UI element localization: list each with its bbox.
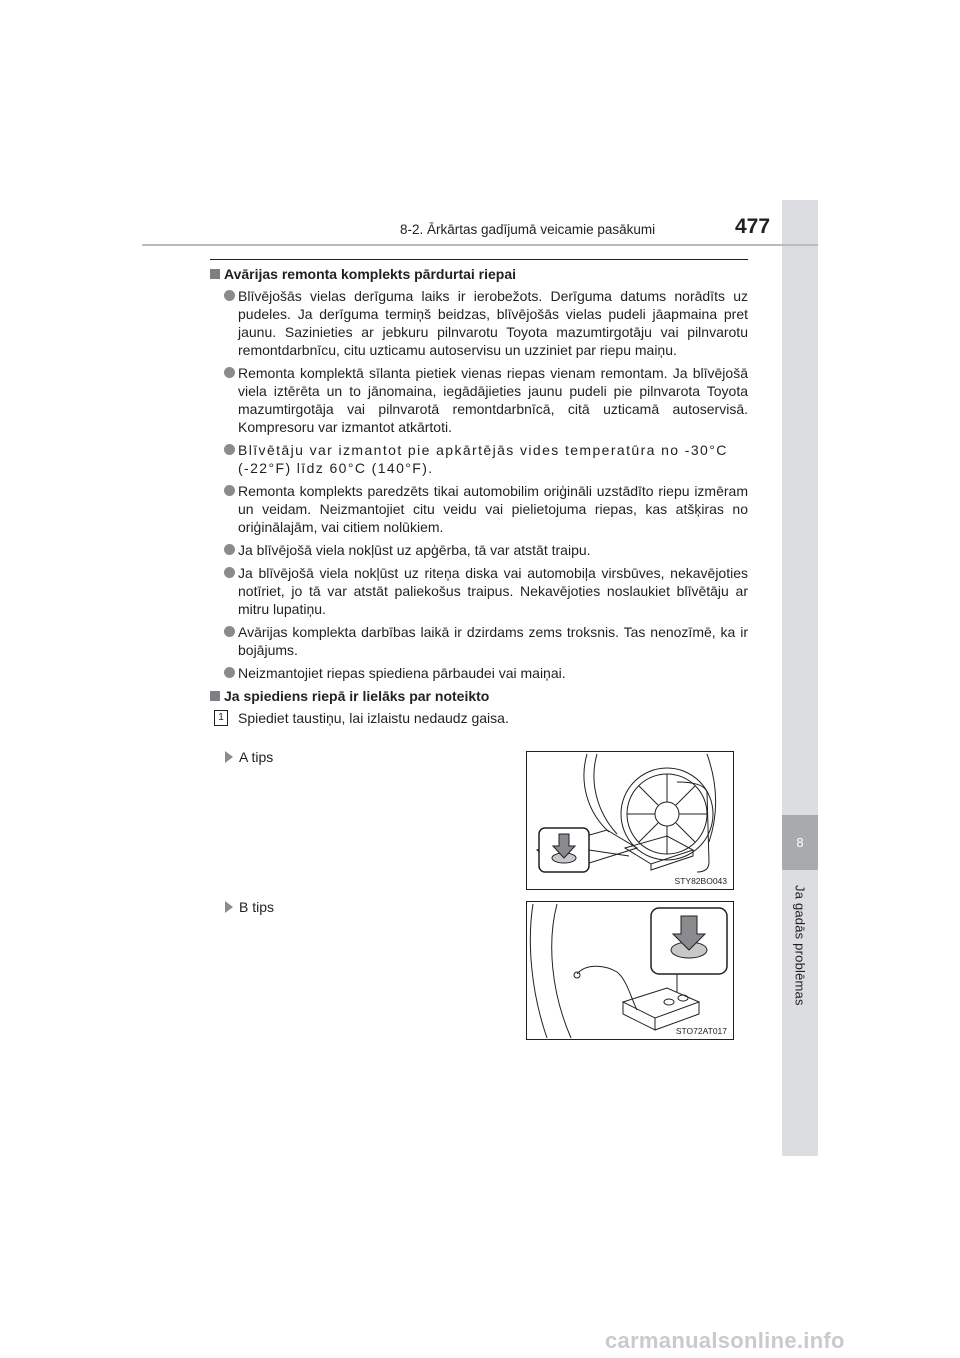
figure-b-compressor-illustration xyxy=(526,901,734,1040)
section-heading-repair-kit: Avārijas remonta komplekts pārdurtai riepai xyxy=(210,265,748,283)
header-rule xyxy=(142,244,818,246)
tip-label-b: B tips xyxy=(225,899,274,915)
section-square-icon xyxy=(210,691,220,701)
bullet-dot-icon xyxy=(224,290,235,301)
bullet-item: Ja blīvējošā viela nokļūst uz riteņa diska vai automobiļa virsbūves, nekavējoties notīriet, jo tā var atstāt paliekošus traipus. Nekavējoties noslaukiet blīvētāju ar mitru lupatiņu. xyxy=(210,564,748,618)
bullet-dot-icon xyxy=(224,444,235,455)
section-square-icon xyxy=(210,269,220,279)
triangle-pointer-icon xyxy=(225,751,233,763)
bullet-dot-icon xyxy=(224,626,235,637)
chapter-title xyxy=(784,880,816,1010)
bullet-item: Remonta komplekts paredzēts tikai automobilim oriģināli uzstādīto riepu izmēram un veidam. Neizmantojiet citu veidu vai pielietojuma riepas, kas atšķiras no oriģinālajām, vai citiem nolūkiem. xyxy=(210,482,748,536)
figure-b-drawing xyxy=(527,902,733,1039)
figure-b-code: STO72AT017 xyxy=(675,1026,727,1036)
step-text: Spiediet taustiņu, lai izlaistu nedaudz gaisa. xyxy=(238,710,509,726)
header-section-title: 8-2. Ārkārtas gadījumā veicamie pasākumi xyxy=(400,222,656,237)
figure-a-drawing xyxy=(527,752,733,889)
bullet-item: Blīvētāju var izmantot pie apkārtējās vides temperatūra no -30°C (-22°F) līdz 60°C (140°F). xyxy=(210,441,748,477)
bullet-dot-icon xyxy=(224,367,235,378)
chapter-title-label: Ja gadās problēmas xyxy=(792,884,808,1006)
bullet-item: Blīvējošās vielas derīguma laiks ir ierobežots. Derīguma datums norādīts uz pudeles. Ja derīguma termiņš beidzas, blīvējošās vielas pudeli jāapmaina pret jaunu. Sazinieties ar jebkuru pilnvarotu Toyota mazumtirgotāju vai pilnvarotu remontdarbnīcu, citu uzticamu autoservisu un uzziniet par riepu maiņu. xyxy=(210,287,748,359)
bullet-dot-icon xyxy=(224,544,235,555)
content-top-rule xyxy=(210,259,748,260)
bullet-item: Ja blīvējošā viela nokļūst uz apģērba, tā var atstāt traipu. xyxy=(210,541,748,559)
step-item xyxy=(210,709,748,727)
chapter-number: 8 xyxy=(782,815,818,870)
triangle-pointer-icon xyxy=(225,901,233,913)
bullet-dot-icon xyxy=(224,485,235,496)
step-number-box: 1 xyxy=(214,710,228,726)
main-content xyxy=(210,265,748,727)
section-heading-pressure-high: Ja spiediens riepā ir lielāks par noteikto xyxy=(210,687,748,705)
footer-watermark: carmanualsonline.info xyxy=(605,1328,845,1353)
bullet-item: Remonta komplektā sīlanta pietiek vienas riepas vienam remontam. Ja blīvējošā viela iztērēta un to jānomaina, iegādājieties jaunu pudeli pie pilnvarota Toyota mazumtirgotāja vai pilnvarotā remontdarbnīcā, citā uzticamā autoservisā. Kompresoru var izmantot atkārtoti. xyxy=(210,364,748,436)
bullet-dot-icon xyxy=(224,667,235,678)
chapter-side-tab xyxy=(782,200,818,1156)
bullet-item: Neizmantojiet riepas spiediena pārbaudei vai maiņai. xyxy=(210,664,748,682)
bullet-dot-icon xyxy=(224,567,235,578)
page-number: 477 xyxy=(735,215,771,238)
figure-a-compressor-illustration xyxy=(526,751,734,890)
figure-a-code: STY82BO043 xyxy=(674,876,727,886)
bullet-item: Avārijas komplekta darbības laikā ir dzirdams zems troksnis. Tas nenozīmē, ka ir bojājums. xyxy=(210,623,748,659)
tip-label-a: A tips xyxy=(225,749,273,765)
